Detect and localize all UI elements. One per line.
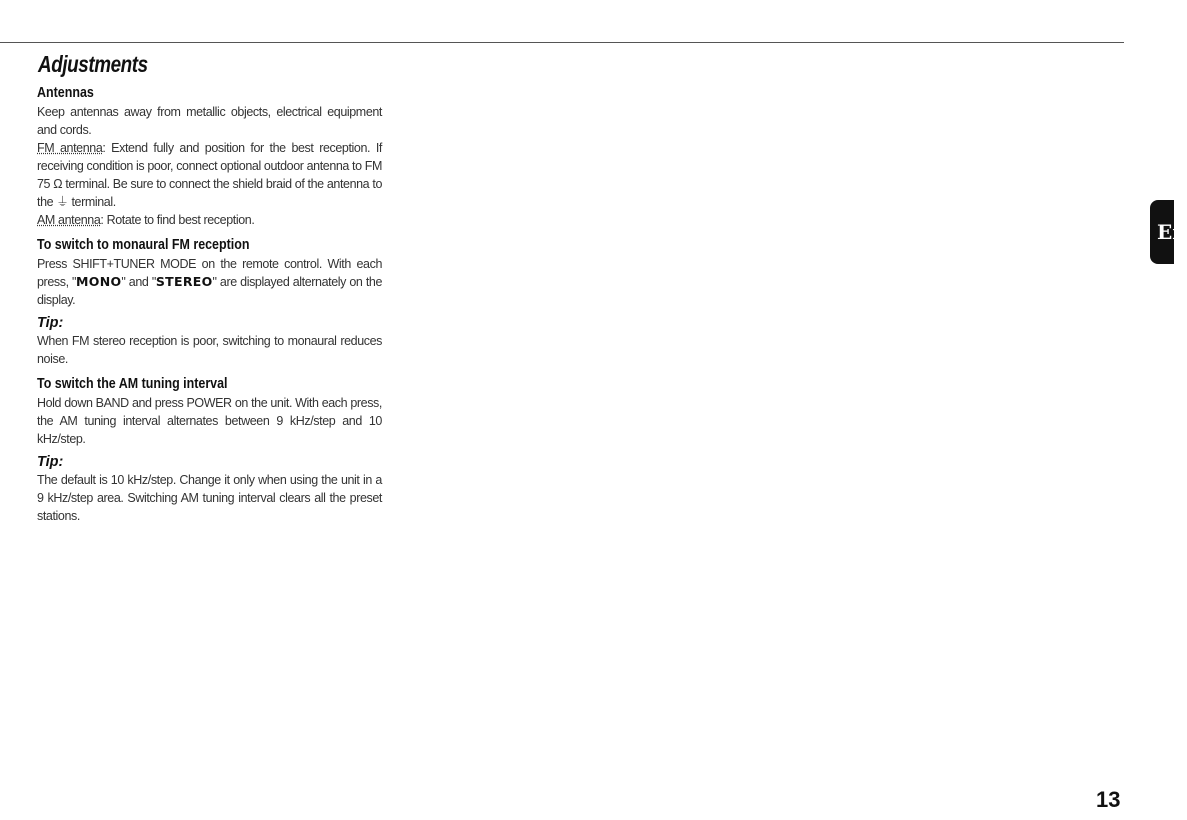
am-antenna-paragraph [37, 211, 382, 229]
antennas-intro: Keep antennas away from metallic objects, electrical equipment and cords. [37, 105, 382, 137]
am-interval-heading: To switch the AM tuning interval [37, 376, 228, 392]
mono-text-1: Press SHIFT+TUNER MODE on the remote control. With each press, " [37, 257, 382, 289]
ground-symbol-icon: ⏚ [56, 195, 69, 209]
mono-tip-text: When FM stereo reception is poor, switching to monaural reduces noise. [37, 334, 382, 366]
am-interval-tip-label: Tip: [37, 454, 64, 470]
top-rule [0, 42, 1124, 43]
antennas-heading: Antennas [37, 85, 94, 101]
am-antenna-text: : Rotate to find best reception. [100, 213, 255, 227]
content-column [37, 84, 382, 525]
page-title: Adjustments [38, 51, 148, 77]
language-tab-label: En [1157, 220, 1187, 244]
fm-antenna-text-1: : Extend fully and position for the best reception. If receiving condition is poor, connect optional outdoor antenna to FM 75 Ω terminal. Be sure to connect the shield braid of the antenna to the [37, 141, 382, 209]
am-antenna-label: AM antenna [37, 213, 101, 227]
mono-tip-label: Tip: [37, 315, 64, 331]
page-number: 13 [1096, 787, 1121, 812]
am-interval-paragraph: Hold down BAND and press POWER on the unit. With each press, the AM tuning interval alternates between 9 kHz/step and 10 kHz/step. [37, 396, 382, 446]
fm-antenna-label: FM antenna [37, 141, 103, 155]
mono-text-3: " are displayed alternately on the display. [37, 275, 382, 307]
display-stereo: STEREO [155, 274, 213, 289]
fm-antenna-paragraph [37, 139, 382, 211]
mono-heading: To switch to monaural FM reception [37, 237, 250, 253]
language-tab [1150, 200, 1187, 264]
mono-paragraph [37, 255, 382, 309]
display-mono: MONO [76, 274, 122, 289]
fm-antenna-text-2: terminal. [71, 195, 116, 209]
mono-text-2: " and " [121, 275, 156, 289]
am-interval-tip-text: The default is 10 kHz/step. Change it only when using the unit in a 9 kHz/step area. Switching AM tuning interval clears all the preset stations. [37, 473, 382, 523]
